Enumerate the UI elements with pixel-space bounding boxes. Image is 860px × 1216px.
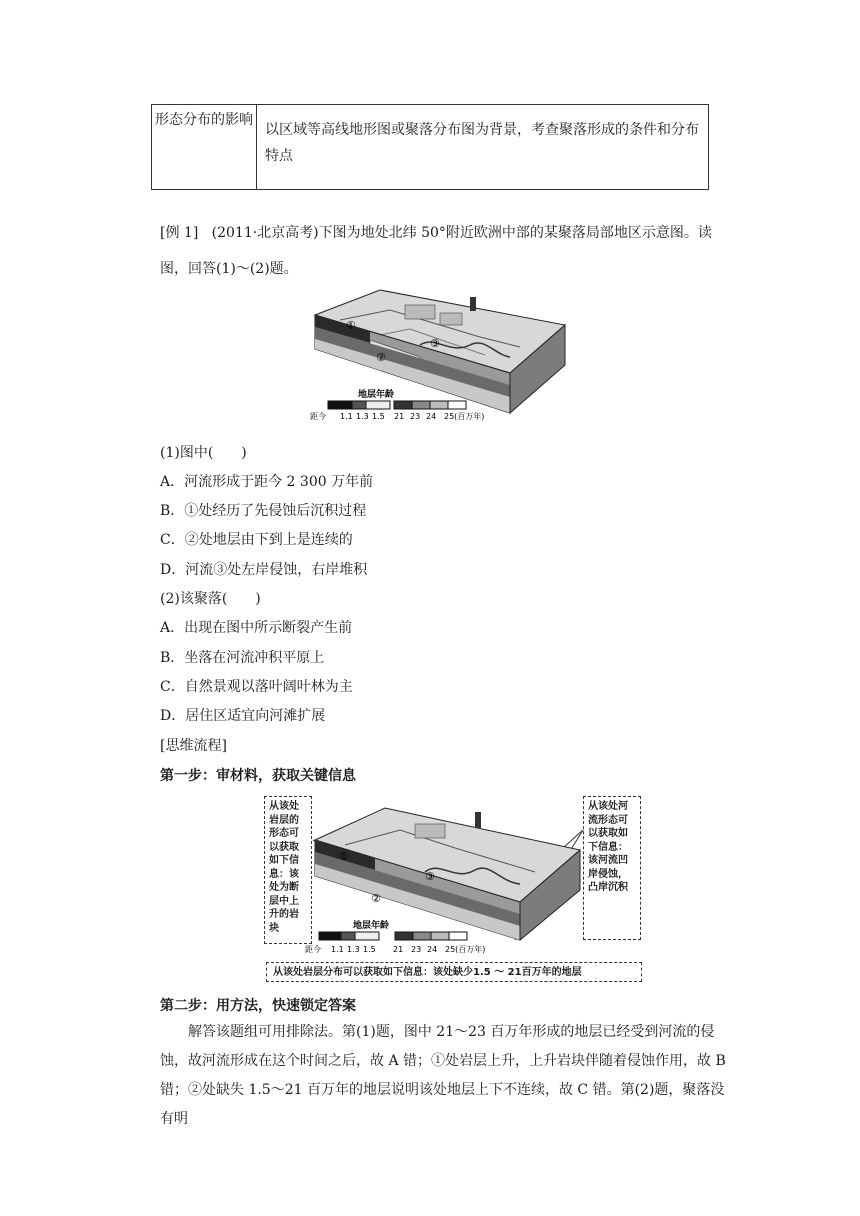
figure1-tick-0: 距今	[310, 412, 326, 421]
q2-option-c: C．自然景观以落叶阔叶林为主	[160, 679, 353, 695]
figure2-tick-6: 24	[427, 945, 438, 954]
topic-table	[151, 104, 709, 190]
figure1-mark2: ②	[376, 351, 386, 364]
figure1-tick-5: 23	[410, 412, 421, 421]
q1-stem: (1)图中( )	[160, 445, 247, 461]
q2-stem: (2)该聚落( )	[160, 591, 261, 607]
flow-title: [思维流程]	[160, 738, 227, 754]
example-stem-1: 下图为地处北纬 50°附近欧洲中部的某聚落局部地区示意图。读	[318, 225, 712, 241]
figure1-tick-1: 1.1	[340, 412, 353, 421]
example-stem-2: 图，回答(1)～(2)题。	[160, 261, 298, 277]
figure2-mark3: ③	[425, 870, 435, 883]
figure1-tick-4: 21	[394, 412, 405, 421]
q2-option-a: A．出现在图中所示断裂产生前	[160, 620, 353, 636]
figure1-mark3: ③	[430, 337, 440, 350]
annotated-block-diagram	[305, 790, 585, 960]
settlement-block-diagram	[310, 285, 570, 425]
figure2-legend-title: 地层年龄	[353, 921, 390, 931]
example-source: (2011·北京高考)	[211, 225, 319, 241]
table-cell-description: 以区域等高线地形图或聚落分布图为背景，考查聚落形成的条件和分布特点	[257, 105, 709, 190]
right-callout: 从该处河流形态可以获取如下信息：该河流凹岸侵蚀，凸岸沉积	[583, 796, 641, 940]
flow-step1: 第一步：审材料，获取关键信息	[160, 768, 356, 784]
figure2-tick-3: 1.5	[363, 945, 376, 954]
figure2-mark1: ①	[339, 850, 349, 863]
figure2-mark2: ②	[371, 892, 381, 905]
figure2-tick-5: 23	[411, 945, 422, 954]
answer-paragraph: 解答该题组可用排除法。第(1)题，图中 21～23 百万年形成的地层已经受到河流的侵蚀，故河流形成在这个时间之后，故 A 错；①处岩层上升，上升岩块伴随着侵蚀作用，故 B 错；②处缺失 1.5～21 百万年的地层说明该处地层上下不连续，故 C 错。第(2)题，聚落没有明	[160, 1024, 726, 1127]
q1-option-c: C．②处地层由下到上是连续的	[160, 532, 353, 548]
figure1-mark1: ①	[346, 319, 356, 332]
bottom-callout: 从该处岩层分布可以获取如下信息：该处缺少1.5 ～ 21百万年的地层	[266, 962, 642, 982]
figure1-tick-3: 1.5	[372, 412, 385, 421]
example-tag: [例 1]	[160, 225, 199, 241]
figure2-tick-1: 1.1	[331, 945, 344, 954]
figure2-tick-0: 距今	[305, 945, 321, 954]
figure1-tick-6: 24	[426, 412, 437, 421]
q1-option-a: A．河流形成于距今 2 300 万年前	[160, 474, 374, 490]
q2-option-b: B．坐落在河流冲积平原上	[160, 650, 325, 666]
q2-option-d: D．居住区适宜向河滩扩展	[160, 708, 326, 724]
left-callout: 从该处岩层的形态可以获取如下信息：该处为断层中上升的岩块	[264, 796, 312, 944]
q1-option-d: D．河流③处左岸侵蚀，右岸堆积	[160, 562, 368, 578]
example-stem-line1	[160, 222, 712, 242]
figure2-tick-7: 25(百万年)	[445, 945, 486, 954]
figure1-tick-2: 1.3	[356, 412, 369, 421]
figure1-tick-7: 25(百万年)	[444, 412, 485, 421]
figure2-tick-2: 1.3	[347, 945, 360, 954]
flow-step2: 第二步：用方法，快速锁定答案	[160, 998, 356, 1014]
figure2-tick-4: 21	[393, 945, 404, 954]
q1-option-b: B．①处经历了先侵蚀后沉积过程	[160, 503, 367, 519]
table-cell-topic: 形态分布的影响	[152, 105, 257, 190]
figure1-legend-title: 地层年龄	[358, 390, 395, 400]
